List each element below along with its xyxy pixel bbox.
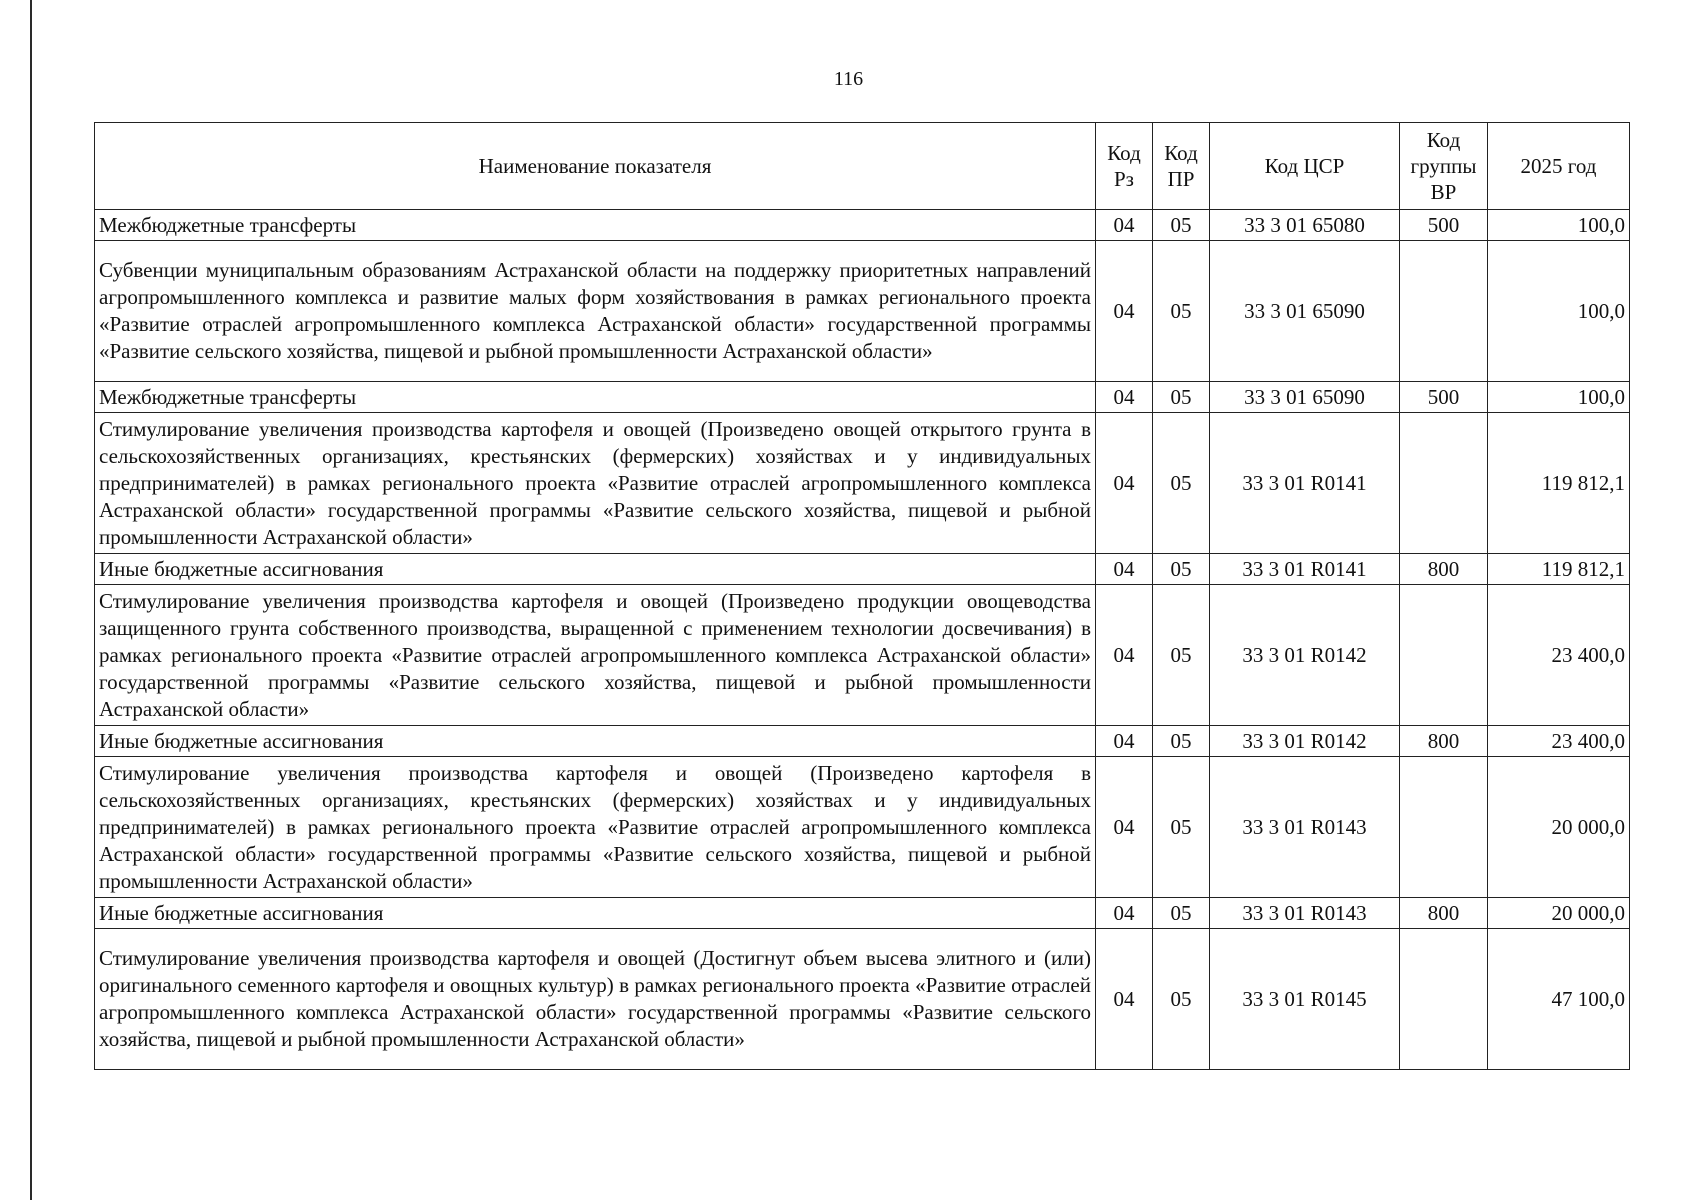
header-csr-code: Код ЦСР bbox=[1210, 123, 1400, 210]
table-row bbox=[95, 726, 1630, 757]
row-csr: 33 3 01 R0141 bbox=[1210, 413, 1400, 554]
row-csr: 33 3 01 65080 bbox=[1210, 210, 1400, 241]
row-name: Иные бюджетные ассигнования bbox=[95, 898, 1096, 929]
row-csr: 33 3 01 R0143 bbox=[1210, 757, 1400, 898]
row-name: Межбюджетные трансферты bbox=[95, 382, 1096, 413]
row-amount: 100,0 bbox=[1488, 241, 1630, 382]
row-pr: 05 bbox=[1153, 929, 1210, 1070]
row-csr: 33 3 01 65090 bbox=[1210, 382, 1400, 413]
row-rz: 04 bbox=[1096, 585, 1153, 726]
row-pr: 05 bbox=[1153, 241, 1210, 382]
row-amount: 23 400,0 bbox=[1488, 585, 1630, 726]
row-csr: 33 3 01 R0142 bbox=[1210, 585, 1400, 726]
row-rz: 04 bbox=[1096, 757, 1153, 898]
row-name: Иные бюджетные ассигнования bbox=[95, 554, 1096, 585]
row-vr: 800 bbox=[1400, 554, 1488, 585]
row-vr bbox=[1400, 413, 1488, 554]
table-row bbox=[95, 898, 1630, 929]
row-rz: 04 bbox=[1096, 382, 1153, 413]
table-row bbox=[95, 929, 1630, 1070]
row-name: Межбюджетные трансферты bbox=[95, 210, 1096, 241]
row-vr: 800 bbox=[1400, 898, 1488, 929]
row-csr: 33 3 01 65090 bbox=[1210, 241, 1400, 382]
row-vr bbox=[1400, 757, 1488, 898]
table-row bbox=[95, 757, 1630, 898]
header-pr-code bbox=[1153, 123, 1210, 210]
row-rz: 04 bbox=[1096, 554, 1153, 585]
header-rz-code bbox=[1096, 123, 1153, 210]
row-vr bbox=[1400, 241, 1488, 382]
row-pr: 05 bbox=[1153, 413, 1210, 554]
row-pr: 05 bbox=[1153, 210, 1210, 241]
row-vr: 800 bbox=[1400, 726, 1488, 757]
table-row bbox=[95, 413, 1630, 554]
row-amount: 20 000,0 bbox=[1488, 898, 1630, 929]
header-vr-line2: группы bbox=[1410, 154, 1477, 178]
table-row bbox=[95, 241, 1630, 382]
binding-margin-line bbox=[30, 0, 32, 1200]
row-vr: 500 bbox=[1400, 382, 1488, 413]
row-pr: 05 bbox=[1153, 554, 1210, 585]
table-row bbox=[95, 210, 1630, 241]
budget-table bbox=[94, 122, 1630, 1070]
header-indicator-name: Наименование показателя bbox=[95, 123, 1096, 210]
header-vr-line1: Код bbox=[1426, 128, 1461, 152]
table-row bbox=[95, 554, 1630, 585]
row-pr: 05 bbox=[1153, 585, 1210, 726]
row-csr: 33 3 01 R0143 bbox=[1210, 898, 1400, 929]
row-name: Субвенции муниципальным образованиям Астраханской области на поддержку приоритетных направлений агропромышленного комплекса и развитие малых форм хозяйствования в рамках регионального проекта «Развитие отраслей агропромышленного комплекса Астраханской области» государственной программы «Развитие сельского хозяйства, пищевой и рыбной промышленности Астраханской области» bbox=[95, 241, 1096, 382]
row-csr: 33 3 01 R0142 bbox=[1210, 726, 1400, 757]
header-vr-code bbox=[1400, 123, 1488, 210]
row-amount: 20 000,0 bbox=[1488, 757, 1630, 898]
row-vr bbox=[1400, 929, 1488, 1070]
row-rz: 04 bbox=[1096, 210, 1153, 241]
row-rz: 04 bbox=[1096, 241, 1153, 382]
row-name: Стимулирование увеличения производства картофеля и овощей (Произведено овощей открытого грунта в сельскохозяйственных организациях, крестьянских (фермерских) хозяйствах и у индивидуальных предпринимателей) в рамках регионального проекта «Развитие отраслей агропромышленного комплекса Астраханской области» государственной программы «Развитие сельского хозяйства, пищевой и рыбной промышленности Астраханской области» bbox=[95, 413, 1096, 554]
row-amount: 119 812,1 bbox=[1488, 554, 1630, 585]
row-amount: 119 812,1 bbox=[1488, 413, 1630, 554]
row-pr: 05 bbox=[1153, 898, 1210, 929]
row-rz: 04 bbox=[1096, 929, 1153, 1070]
row-pr: 05 bbox=[1153, 726, 1210, 757]
row-pr: 05 bbox=[1153, 382, 1210, 413]
row-amount: 23 400,0 bbox=[1488, 726, 1630, 757]
header-pr-line1: Код bbox=[1164, 141, 1198, 165]
header-pr-line2: ПР bbox=[1167, 167, 1195, 191]
row-name: Иные бюджетные ассигнования bbox=[95, 726, 1096, 757]
table-header-row bbox=[95, 123, 1630, 210]
row-vr bbox=[1400, 585, 1488, 726]
row-rz: 04 bbox=[1096, 898, 1153, 929]
row-pr: 05 bbox=[1153, 757, 1210, 898]
row-csr: 33 3 01 R0141 bbox=[1210, 554, 1400, 585]
table-row bbox=[95, 382, 1630, 413]
row-vr: 500 bbox=[1400, 210, 1488, 241]
row-amount: 100,0 bbox=[1488, 382, 1630, 413]
row-amount: 47 100,0 bbox=[1488, 929, 1630, 1070]
row-rz: 04 bbox=[1096, 413, 1153, 554]
header-rz-line1: Код bbox=[1107, 141, 1141, 165]
row-name: Стимулирование увеличения производства картофеля и овощей (Произведено картофеля в сельскохозяйственных организациях, крестьянских (фермерских) хозяйствах и у индивидуальных предпринимателей) в рамках регионального проекта «Развитие отраслей агропромышленного комплекса Астраханской области» государственной программы «Развитие сельского хозяйства, пищевой и рыбной промышленности Астраханской области» bbox=[95, 757, 1096, 898]
header-vr-line3: ВР bbox=[1430, 180, 1457, 204]
table-row bbox=[95, 585, 1630, 726]
row-csr: 33 3 01 R0145 bbox=[1210, 929, 1400, 1070]
row-name: Стимулирование увеличения производства картофеля и овощей (Достигнут объем высева элитного и (или) оригинального семенного картофеля и овощных культур) в рамках регионального проекта «Развитие отраслей агропромышленного комплекса Астраханской области» государственной программы «Развитие сельского хозяйства, пищевой и рыбной промышленности Астраханской области» bbox=[95, 929, 1096, 1070]
row-rz: 04 bbox=[1096, 726, 1153, 757]
row-amount: 100,0 bbox=[1488, 210, 1630, 241]
page-number: 116 bbox=[833, 68, 864, 90]
header-rz-line2: Рз bbox=[1114, 167, 1134, 191]
row-name: Стимулирование увеличения производства картофеля и овощей (Произведено продукции овощеводства защищенного грунта собственного производства, выращенной с применением технологии досвечивания) в рамках регионального проекта «Развитие отраслей агропромышленного комплекса Астраханской области» государственной программы «Развитие сельского хозяйства, пищевой и рыбной промышленности Астраханской области» bbox=[95, 585, 1096, 726]
header-year-2025: 2025 год bbox=[1488, 123, 1630, 210]
